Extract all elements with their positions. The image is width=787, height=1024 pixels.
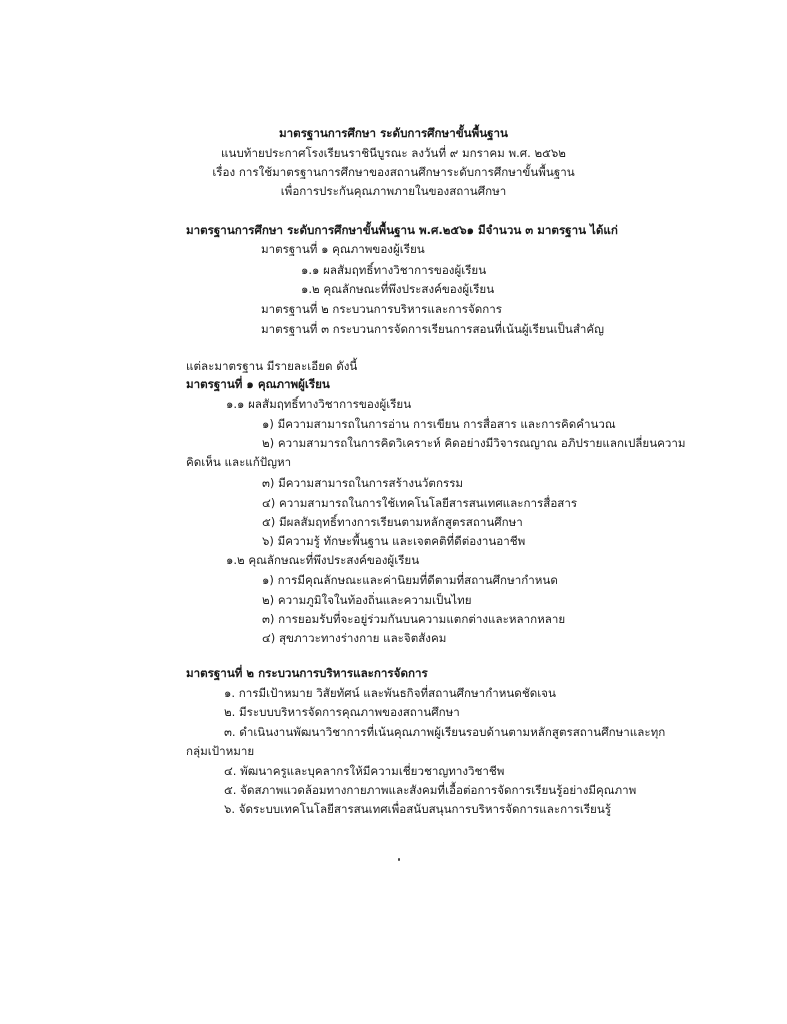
attachment-line: แนบท้ายประกาศโรงเรียนราชินีบูรณะ ลงวันที่ ๙ มกราคม พ.ศ. ๒๕๖๒ — [221, 146, 566, 160]
list-item: ๒. มีระบบบริหารจัดการคุณภาพของสถานศึกษา — [224, 705, 460, 719]
overview-item: มาตรฐานที่ ๒ กระบวนการบริหารและการจัดการ — [261, 302, 503, 316]
list-item: ๓. ดำเนินงานพัฒนาวิชาการที่เน้นคุณภาพผู้เรียนรอบด้านตามหลักสูตรสถานศึกษาและทุก — [224, 725, 666, 739]
list-item: ๔. พัฒนาครูและบุคลากรให้มีความเชี่ยวชาญทางวิชาชีพ — [224, 764, 505, 778]
list-item: ๔) สุขภาวะทางร่างกาย และจิตสังคม — [262, 631, 447, 645]
list-item: ๓) มีความสามารถในการสร้างนวัตกรรม — [262, 476, 464, 490]
overview-item: มาตรฐานที่ ๓ กระบวนการจัดการเรียนการสอนที่เน้นผู้เรียนเป็นสำคัญ — [261, 322, 605, 336]
list-item: ๖. จัดระบบเทคโนโลยีสารสนเทศเพื่อสนับสนุนการบริหารจัดการและการเรียนรู้ — [224, 802, 611, 816]
overview-heading: มาตรฐานการศึกษา ระดับการศึกษาขั้นพื้นฐาน พ.ศ.๒๕๖๑ มีจำนวน ๓ มาตรฐาน ได้แก่ — [186, 223, 618, 237]
document-title: มาตรฐานการศึกษา ระดับการศึกษาขั้นพื้นฐาน — [279, 126, 508, 140]
subject-line: เรื่อง การใช้มาตรฐานการศึกษาของสถานศึกษาระดับการศึกษาขั้นพื้นฐาน — [212, 165, 575, 179]
list-item: ๓) การยอมรับที่จะอยู่ร่วมกันบนความแตกต่างและหลากหลาย — [262, 612, 566, 626]
list-item: ๑) มีความสามารถในการอ่าน การเขียน การสื่อสาร และการคิดคำนวณ — [262, 417, 616, 431]
list-item: ๖) มีความรู้ ทักษะพื้นฐาน และเจตคติที่ดีต่องานอาชีพ — [262, 534, 526, 548]
list-item: คิดเห็น และแก้ปัญหา — [186, 455, 292, 469]
standard-1-heading: มาตรฐานที่ ๑ คุณภาพผู้เรียน — [186, 377, 330, 391]
list-item: ๕) มีผลสัมฤทธิ์ทางการเรียนตามหลักสูตรสถานศึกษา — [262, 515, 523, 529]
overview-item: มาตรฐานที่ ๑ คุณภาพของผู้เรียน — [261, 242, 425, 256]
list-item: ๒) ความภูมิใจในท้องถิ่นและความเป็นไทย — [262, 593, 472, 607]
standard-1-sub-2: ๑.๒ คุณลักษณะที่พึงประสงค์ของผู้เรียน — [226, 553, 420, 567]
details-intro: แต่ละมาตรฐาน มีรายละเอียด ดังนี้ — [186, 359, 358, 373]
list-item: ๕. จัดสภาพแวดล้อมทางกายภาพและสังคมที่เอื้อต่อการจัดการเรียนรู้อย่างมีคุณภาพ — [224, 783, 637, 797]
stray-mark — [398, 858, 400, 861]
list-item: ๒) ความสามารถในการคิดวิเคราะห์ คิดอย่างมีวิจารณญาณ อภิปรายแลกเปลี่ยนความ — [262, 436, 686, 450]
list-item: กลุ่มเป้าหมาย — [186, 744, 255, 758]
list-item: ๑) การมีคุณลักษณะและค่านิยมที่ดีตามที่สถานศึกษากำหนด — [262, 573, 558, 587]
overview-item: ๑.๑ ผลสัมฤทธิ์ทางวิชาการของผู้เรียน — [301, 263, 487, 277]
standard-1-sub-1: ๑.๑ ผลสัมฤทธิ์ทางวิชาการของผู้เรียน — [226, 397, 412, 411]
list-item: ๑. การมีเป้าหมาย วิสัยทัศน์ และพันธกิจที่สถานศึกษากำหนดชัดเจน — [224, 686, 556, 700]
standard-2-heading: มาตรฐานที่ ๒ กระบวนการบริหารและการจัดการ — [186, 666, 428, 680]
purpose-line: เพื่อการประกันคุณภาพภายในของสถานศึกษา — [280, 184, 507, 198]
overview-item: ๑.๒ คุณลักษณะที่พึงประสงค์ของผู้เรียน — [301, 282, 495, 296]
list-item: ๔) ความสามารถในการใช้เทคโนโลยีสารสนเทศและการสื่อสาร — [262, 496, 578, 510]
